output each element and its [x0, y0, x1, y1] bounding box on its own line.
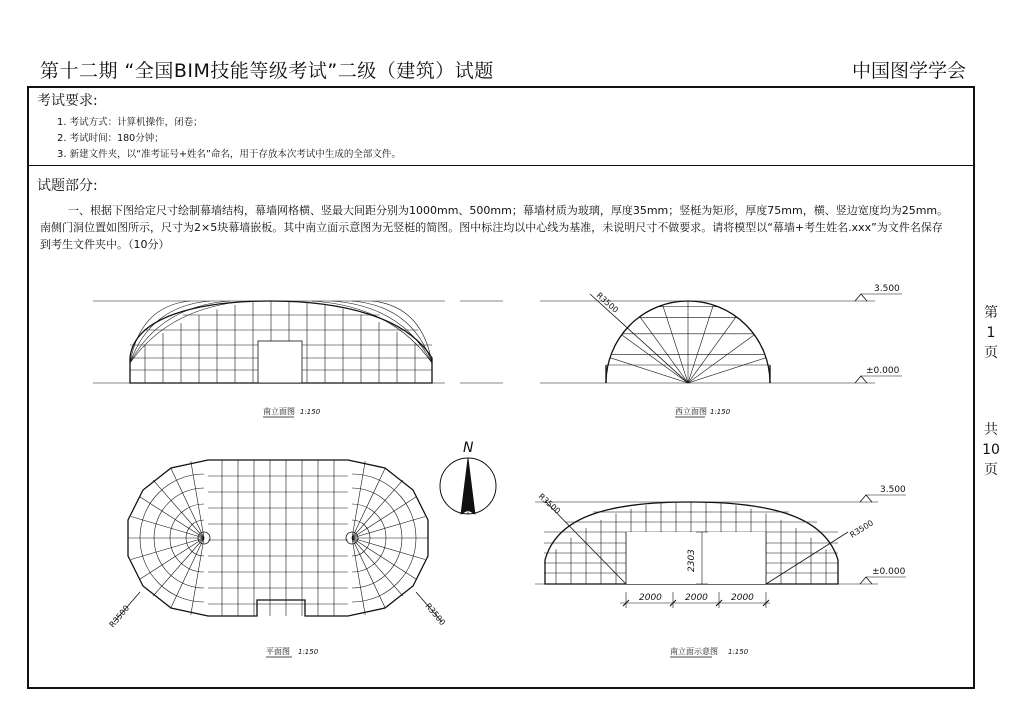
schematic-height-dim: 2303	[687, 549, 697, 572]
south-schematic-scale: 1:150	[728, 648, 749, 656]
north-arrow-icon	[440, 458, 496, 514]
plan-radius-left: R3500	[107, 603, 132, 630]
schematic-dim-1: 2000	[639, 593, 662, 603]
requirement-item: 3. 新建文件夹，以“准考证号+姓名”命名，用于存放本次考试中生成的全部文件。	[57, 149, 401, 160]
schematic-radius-right: R3500	[848, 518, 876, 540]
plan-label: 平面图	[266, 647, 290, 656]
schematic-top-level: 3.500	[880, 485, 906, 495]
questions-heading: 试题部分:	[37, 178, 98, 194]
south-elevation-scale: 1:150	[300, 408, 321, 416]
west-elevation-drawing	[540, 284, 902, 383]
south-schematic-label: 南立面示意图	[670, 647, 718, 656]
west-elevation-label: 西立面图	[675, 407, 707, 416]
organization-name: 中国图学学会	[851, 60, 966, 82]
west-top-level: 3.500	[874, 284, 900, 294]
schematic-dim-3: 2000	[731, 593, 754, 603]
west-elevation-scale: 1:150	[710, 408, 731, 416]
schematic-dim-2: 2000	[685, 593, 708, 603]
south-elevation-label: 南立面图	[263, 407, 295, 416]
west-ground-level: ±0.000	[866, 366, 900, 376]
schematic-ground-level: ±0.000	[872, 567, 906, 577]
plan-scale: 1:150	[298, 648, 319, 656]
question-paragraph: 一、根据下图给定尺寸绘制幕墙结构，幕墙网格横、竖最大间距分别为1000mm、500mm；幕墙材质为玻璃，厚度35mm；竖梃为矩形，厚度75mm，横、竖边宽度均为25mm。南侧门洞位置如图所示，尺寸为2×5块幕墙嵌板。其中南立面示意图为无竖梃的简图。图中标注均以中心线为基准，未说明尺寸不做要求。请将模型以“幕墙+考生姓名.xxx”为文件名保存到考生文件夹中。（10分）	[40, 204, 949, 251]
south-schematic-drawing	[535, 485, 906, 608]
west-radius-label: R3500	[594, 290, 620, 315]
total-pages-indicator: 共 10 页	[982, 422, 1000, 478]
plan-radius-right: R3500	[423, 601, 448, 628]
schematic-radius-left: R3500	[536, 491, 562, 516]
exam-title: 第十二期 “全国BIM技能等级考试”二级（建筑）试题	[40, 60, 494, 82]
requirement-item: 1. 考试方式：计算机操作，闭卷；	[57, 117, 203, 128]
plan-drawing	[108, 460, 447, 629]
page-indicator: 第 1 页	[984, 305, 998, 361]
requirements-heading: 考试要求:	[37, 93, 98, 109]
south-elevation-drawing	[93, 301, 503, 383]
north-label: N	[463, 440, 474, 456]
requirement-item: 2. 考试时间：180分钟；	[57, 133, 164, 144]
